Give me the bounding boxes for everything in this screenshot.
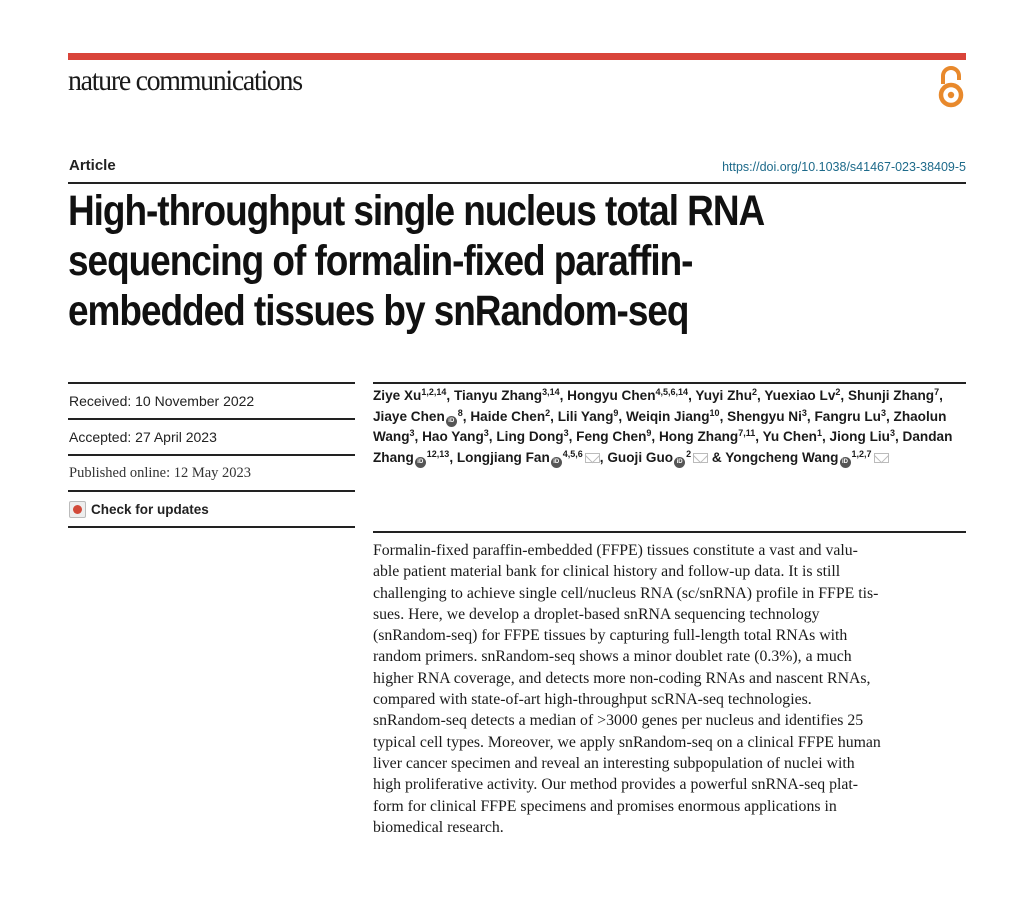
author[interactable] [607, 450, 708, 465]
author[interactable] [454, 388, 560, 403]
author-name: Haide Chen [470, 408, 546, 424]
author-name: Jiong Liu [829, 429, 890, 444]
affiliation-superscript: 3 [889, 428, 895, 438]
divider [68, 182, 966, 184]
author-name: Ziye Xu [373, 388, 422, 403]
author[interactable] [695, 388, 757, 403]
author[interactable] [848, 388, 939, 403]
author-name: Yuyi Zhu [695, 388, 753, 403]
author-name: Feng Chen [576, 429, 647, 444]
received-date: Received: 10 November 2022 [69, 393, 255, 409]
author[interactable] [496, 429, 568, 444]
author[interactable] [373, 409, 463, 424]
author-name: Longjiang Fan [456, 449, 550, 465]
affiliation-superscript: 2 [686, 448, 692, 459]
affiliation-superscript: 2 [835, 387, 841, 397]
abstract-line: biomedical research. [373, 818, 504, 836]
abstract-line: high proliferative activity. Our method provides a powerful snRNA-seq plat- [373, 776, 859, 794]
author-name: Tianyu Zhang [453, 388, 543, 403]
author[interactable] [457, 450, 600, 465]
author-name: Yu Chen [762, 429, 817, 444]
title-line: sequencing of formalin-fixed paraffin- [68, 237, 693, 285]
author-name: Weiqin Jiang [625, 408, 710, 424]
affiliation-superscript: 4,5,6,14 [655, 387, 689, 397]
accepted-date: Accepted: 27 April 2023 [69, 429, 217, 445]
author[interactable] [830, 429, 895, 444]
author[interactable] [558, 409, 619, 424]
author[interactable] [727, 409, 807, 424]
orcid-icon[interactable]: iD [840, 457, 851, 468]
abstract-line: sues. Here, we develop a droplet-based snRNA sequencing technology [373, 605, 820, 623]
author-name: Shengyu Ni [727, 408, 802, 424]
affiliation-superscript: 7 [934, 387, 940, 397]
author-list: Ziye Xu$^{1,2,14}$, Tianyu Zhang$^{3,14}$, Hongyu Chen$^{4,5,6,14}$, Yuyi Zhu$^2$, Yuexiao Lv$^2$, Shunji Zhang$^7$, Jiaye Chen $iD^8$, Haide Chen$^2$, Lili Yang$^9$, Weiqin Jiang$^{10}$, Shengyu Ni$^3$, Fangru Lu$^3$, Zhaolun Wang$^3$, Hao Yang$^3$, Ling Dong$^3$, Feng Chen$^9$, Hong Zhang$^{7,11}$, Yu Chen$^1$, Jiong Liu$^3$, Dandan Zhang iD$^{12,13}$, Longjiang Fan iD$^{4,5,6}$ , Guoji Guo $iD^2$ & Yongcheng Wang iD$^{1,2,7}$ [373, 386, 973, 468]
author[interactable] [659, 429, 755, 444]
abstract-line: able patient material bank for clinical history and follow-up data. It is still [373, 563, 841, 581]
author[interactable] [576, 429, 651, 444]
abstract-line: higher RNA coverage, and detects more non-coding RNAs and nascent RNAs, [373, 669, 871, 687]
abstract-line: liver cancer specimen and reveal an interesting subpopulation of nuclei with [373, 754, 855, 772]
divider [373, 382, 966, 384]
orcid-icon[interactable]: iD [446, 416, 457, 427]
author[interactable] [422, 429, 489, 444]
divider [68, 526, 355, 528]
affiliation-superscript: 3 [801, 407, 807, 418]
affiliation-superscript: 8 [457, 407, 463, 418]
open-access-icon [936, 66, 966, 108]
email-icon[interactable] [693, 453, 708, 463]
affiliation-superscript: 4,5,6 [562, 448, 583, 459]
publication-history [68, 382, 355, 528]
journal-name[interactable]: nature communications [68, 64, 302, 97]
author-name: Jiaye Chen [373, 408, 445, 424]
article-type-label: Article [69, 157, 116, 174]
affiliation-superscript: 9 [613, 407, 619, 418]
affiliation-superscript: 3,14 [542, 387, 560, 397]
affiliation-superscript: 3 [483, 428, 489, 438]
affiliation-superscript: 1 [816, 428, 822, 438]
article-title [68, 186, 962, 336]
author[interactable] [814, 409, 885, 424]
published-date: Published online: 12 May 2023 [69, 464, 252, 481]
author[interactable] [725, 450, 888, 465]
affiliation-superscript: 2 [545, 407, 551, 418]
affiliation-superscript: 3 [563, 428, 569, 438]
affiliation-superscript: 2 [752, 387, 758, 397]
abstract-line: snRandom-seq detects a median of >3000 genes per nucleus and identifies 25 [373, 712, 864, 730]
author[interactable] [763, 429, 822, 444]
email-icon[interactable] [874, 453, 889, 463]
affiliation-superscript: 1,2,14 [421, 387, 447, 397]
check-updates-icon [69, 501, 86, 518]
affiliation-superscript: 3 [880, 407, 886, 418]
affiliation-superscript: 9 [646, 428, 652, 438]
abstract-line: form for clinical FFPE specimens and promises enormous applications in [373, 797, 837, 815]
author-name: Yuexiao Lv [764, 388, 836, 403]
email-icon[interactable] [585, 453, 600, 463]
author-name: Zhaolun Wang [373, 408, 947, 444]
abstract-line: (snRandom-seq) for FFPE tissues by capturing full-length total RNAs with [373, 627, 848, 645]
orcid-icon[interactable]: iD [551, 457, 562, 468]
abstract [373, 540, 973, 838]
author-name: Shunji Zhang [847, 388, 935, 403]
check-updates-label: Check for updates [91, 501, 209, 517]
abstract-line: compared with state-of-art high-throughput scRNA-seq technologies. [373, 691, 812, 709]
author-name: Hong Zhang [658, 429, 739, 444]
author-name: Fangru Lu [814, 408, 881, 424]
author-name: Dandan Zhang [373, 429, 953, 465]
author[interactable] [373, 388, 446, 403]
title-line: embedded tissues by snRandom-seq [68, 287, 689, 335]
author-name: Ling Dong [496, 429, 564, 444]
divider [373, 531, 966, 533]
abstract-line: Formalin-fixed paraffin-embedded (FFPE) tissues constitute a vast and valu- [373, 542, 858, 559]
author[interactable] [764, 388, 840, 403]
author-name: Hongyu Chen [567, 388, 656, 403]
orcid-icon[interactable]: iD [415, 457, 426, 468]
abstract-line: challenging to achieve single cell/nucleus RNA (sc/snRNA) profile in FFPE tis- [373, 584, 879, 602]
affiliation-superscript: 3 [409, 428, 415, 438]
orcid-icon[interactable]: iD [674, 457, 685, 468]
affiliation-superscript: 12,13 [426, 448, 450, 459]
author[interactable] [567, 388, 688, 403]
affiliation-superscript: 10 [709, 407, 720, 418]
journal-accent-bar [68, 53, 966, 60]
author[interactable] [470, 409, 550, 424]
abstract-line: typical cell types. Moreover, we apply snRandom-seq on a clinical FFPE human [373, 733, 881, 751]
abstract-line: random primers. snRandom-seq shows a minor doublet rate (0.3%), a much [373, 648, 852, 666]
author-name: Yongcheng Wang [725, 449, 839, 465]
check-for-updates-button[interactable] [68, 492, 355, 526]
affiliation-superscript: 7,11 [738, 428, 756, 438]
author-name: Hao Yang [422, 429, 484, 444]
title-line: High-throughput single nucleus total RNA [68, 187, 765, 235]
doi-link[interactable]: https://doi.org/10.1038/s41467-023-38409-5 [722, 160, 966, 174]
author-name: Guoji Guo [607, 449, 674, 465]
author-name: Lili Yang [557, 408, 614, 424]
author[interactable] [626, 409, 720, 424]
affiliation-superscript: 1,2,7 [851, 448, 872, 459]
